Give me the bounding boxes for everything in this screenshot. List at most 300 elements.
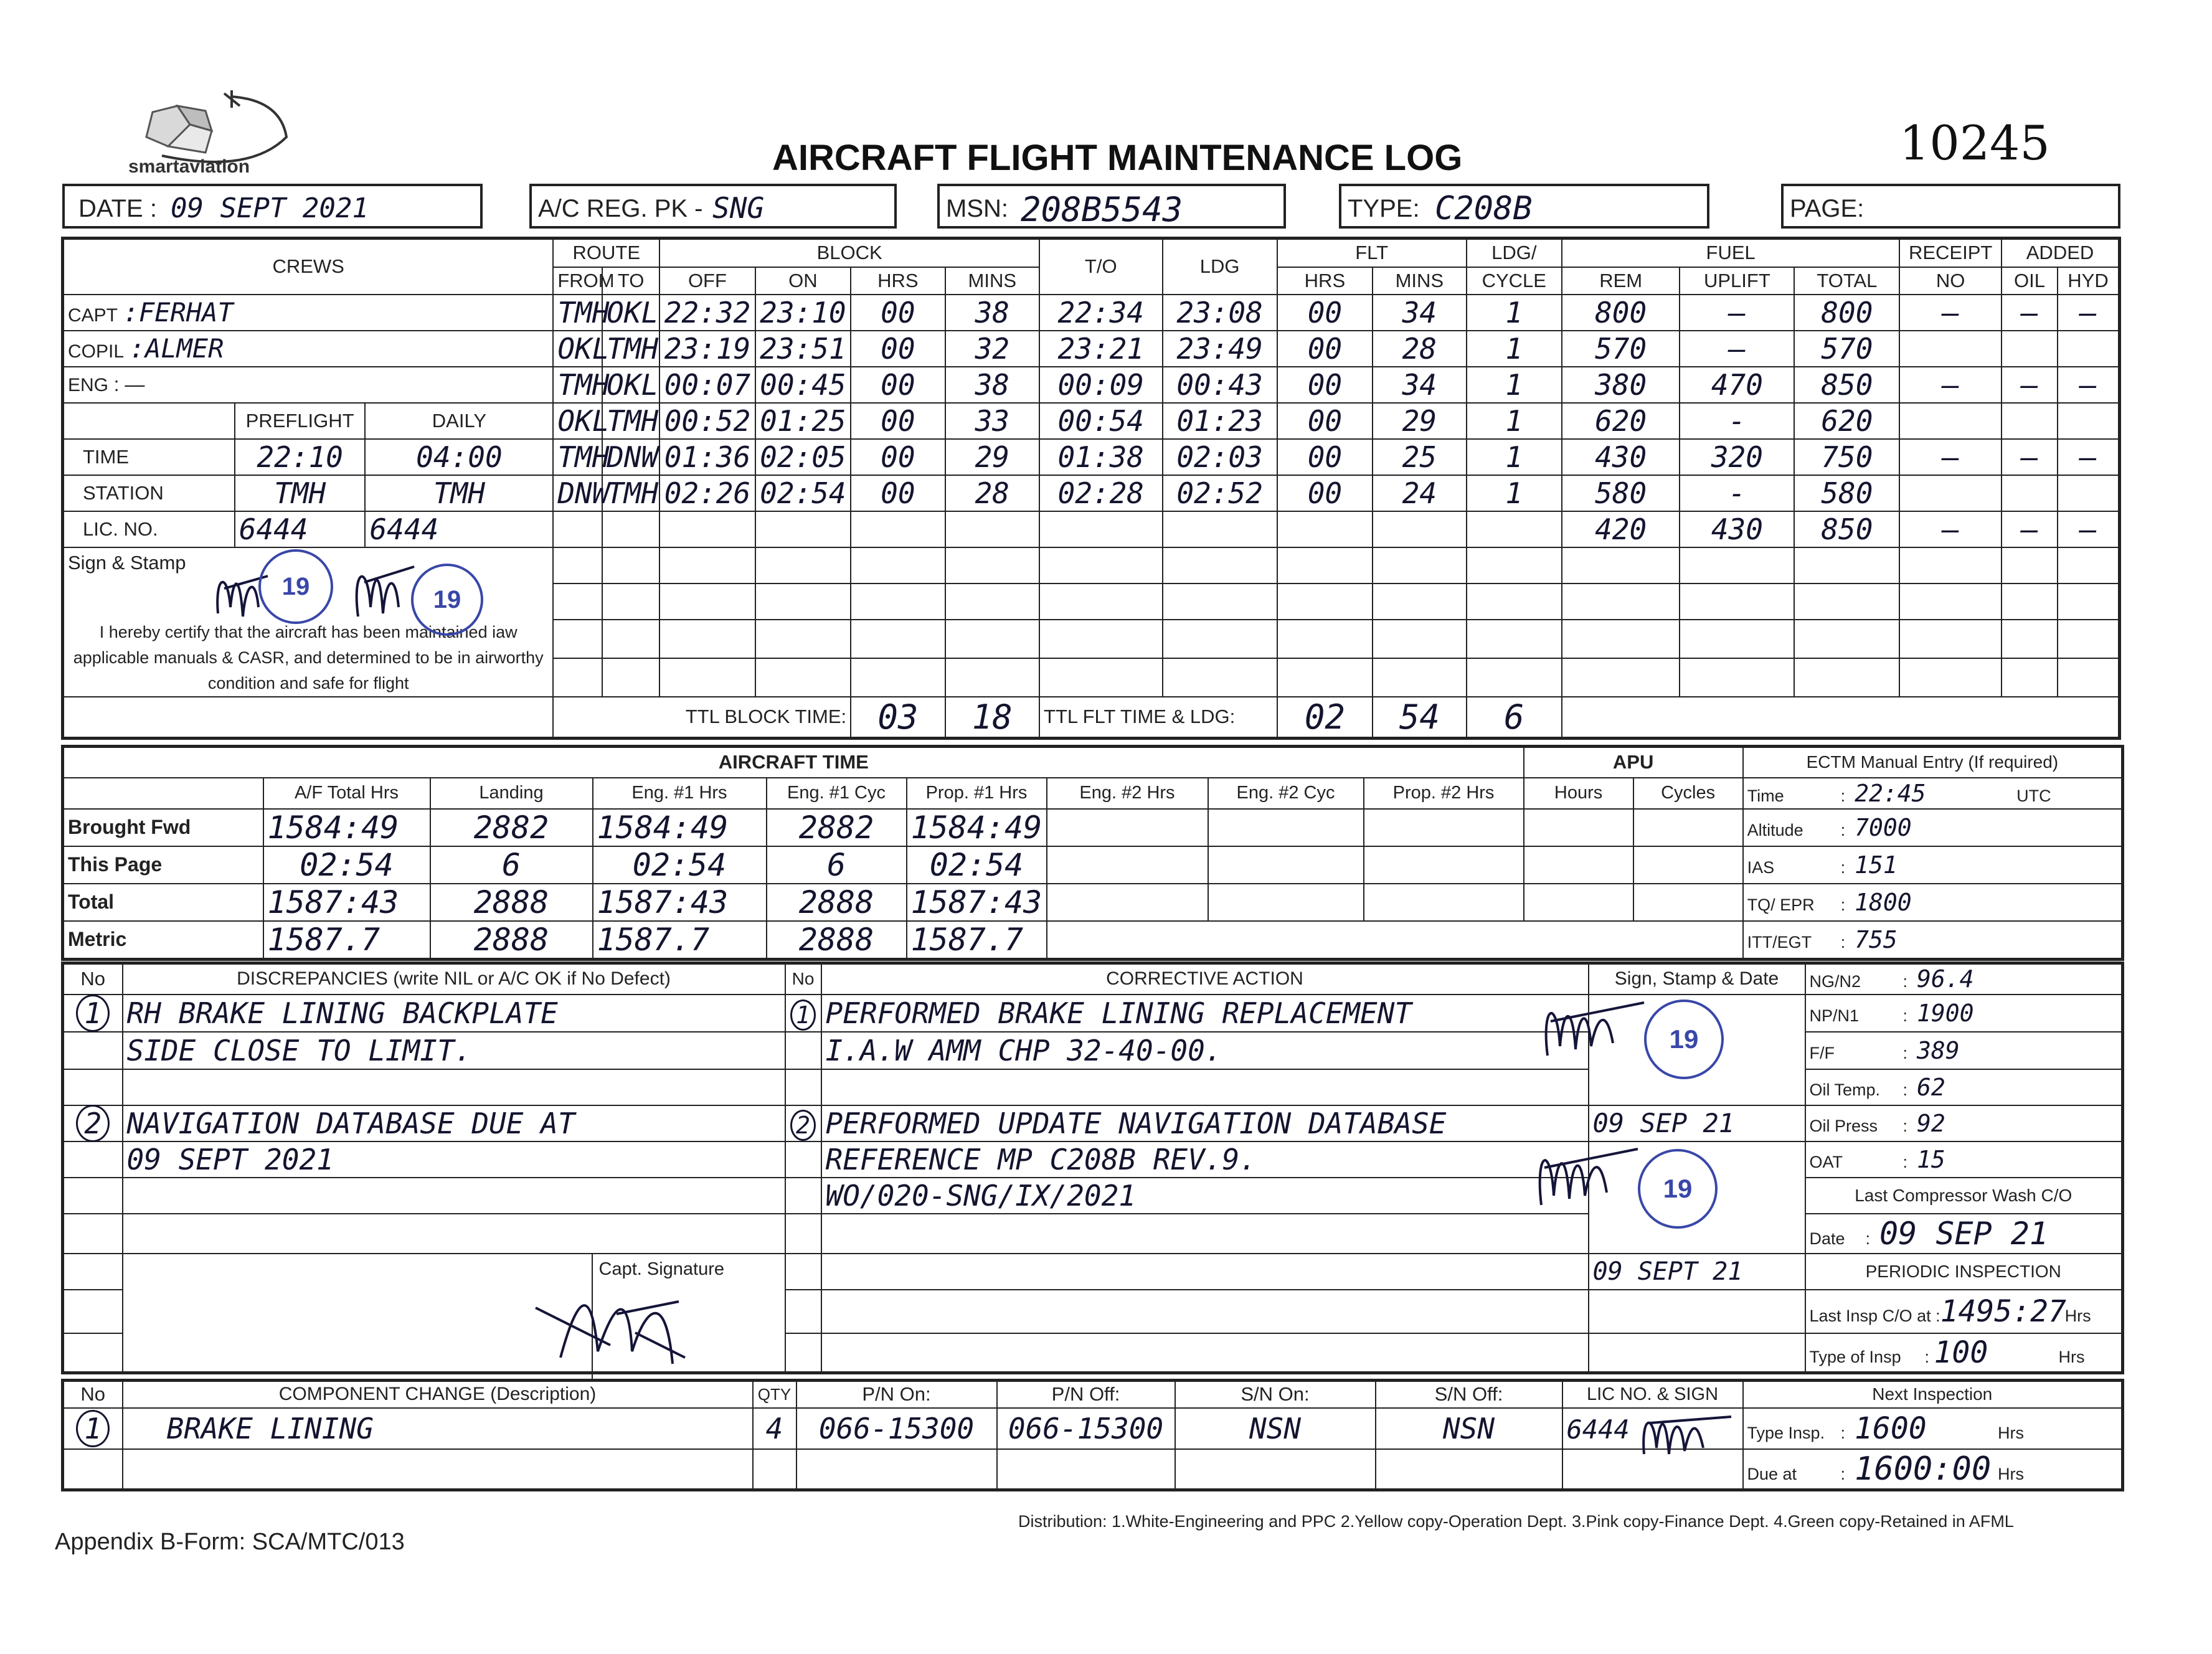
component-no-header: No — [63, 1381, 123, 1408]
fuel-rem: 420 — [1562, 511, 1680, 547]
stamp-number: 19 — [281, 572, 310, 600]
fuel-total: 620 — [1794, 403, 1899, 439]
prop1-hrs: 1587:43 — [907, 884, 1047, 921]
af-total-hrs: 1587.7 — [263, 921, 430, 960]
ttl-block-mins: 18 — [945, 697, 1039, 739]
sign-stamp-label: Sign & Stamp — [63, 547, 235, 584]
registration-box — [529, 184, 897, 229]
ectm-value: 7000 — [1855, 813, 1912, 841]
ectm-row — [1743, 809, 2123, 846]
logo — [125, 87, 299, 181]
compressor-date-row — [1805, 1214, 2123, 1254]
ectm-colon: : — [1840, 786, 1855, 805]
block-on: 02:54 — [755, 475, 851, 511]
fuel-header: FUEL — [1562, 239, 1899, 267]
captain-signature — [523, 1270, 710, 1376]
aircraft-time-row-label: Metric — [63, 921, 263, 960]
discrepancy-number: 1 — [76, 995, 110, 1032]
discrepancy-2-signature — [1532, 1137, 1657, 1217]
fuel-total: 850 — [1794, 367, 1899, 403]
ttl-block-label: TTL BLOCK TIME: — [553, 697, 851, 739]
prop1-hrs: 1584:49 — [907, 809, 1047, 846]
action-text: WO/020-SNG/IX/2021 — [821, 1178, 1589, 1214]
block-hrs: 00 — [851, 439, 945, 475]
time-preflight: 22:10 — [235, 439, 366, 475]
sign-date: 09 SEP 21 — [1589, 1105, 1805, 1141]
fuel-rem: 380 — [1562, 367, 1680, 403]
discrepancy-row — [63, 1069, 2123, 1105]
route-from: DNW — [553, 475, 602, 511]
block-off — [659, 511, 755, 547]
route-from — [553, 511, 602, 547]
flt-hrs: 00 — [1277, 403, 1373, 439]
ttl-flt-hrs: 02 — [1277, 697, 1373, 739]
off-header: OFF — [659, 267, 755, 295]
hyd-added: — — [2058, 367, 2119, 403]
flt-mins: 29 — [1373, 403, 1466, 439]
af-total-hrs: 02:54 — [263, 846, 430, 884]
component-description-header: COMPONENT CHANGE (Description) — [123, 1381, 753, 1408]
route-to: OKL — [602, 295, 659, 331]
ectm-colon: : — [1840, 895, 1855, 914]
block-on — [755, 511, 851, 547]
action-no — [785, 1105, 821, 1141]
takeoff-time: 00:09 — [1039, 367, 1162, 403]
block-mins: 29 — [945, 439, 1039, 475]
crew-blank-cell — [63, 403, 235, 439]
component-number: 1 — [76, 1410, 110, 1447]
receipt-no: — — [1899, 439, 2002, 475]
eng-value: : — — [113, 373, 145, 395]
totals-row — [63, 697, 2120, 739]
eng2-cyc-header: Eng. #2 Cyc — [1208, 778, 1364, 809]
distribution-note: Distribution: 1.White-Engineering and PPC 2.Yellow copy-Operation Dept. 3.Pink copy-Finance Dept. 4.Green copy-Retained in AFML — [1018, 1512, 2014, 1531]
block-off: 00:52 — [659, 403, 755, 439]
type-insp-value: 100 — [1934, 1335, 1988, 1370]
discrepancy-text: RH BRAKE LINING BACKPLATE — [123, 995, 785, 1032]
route-to: TMH — [602, 403, 659, 439]
ectm-row — [1805, 963, 2123, 995]
flt-mins: 34 — [1373, 295, 1466, 331]
oil-added: — — [2002, 367, 2058, 403]
prop2-hrs-header: Prop. #2 Hrs — [1364, 778, 1524, 809]
ectm-label: IAS — [1747, 858, 1775, 877]
fuel-total-header: TOTAL — [1794, 267, 1899, 295]
next-type-label: Type Insp. — [1747, 1423, 1825, 1442]
table-row — [63, 884, 2123, 921]
due-at-row — [1743, 1449, 2123, 1490]
ldg-cycle: 1 — [1467, 331, 1562, 367]
hrs-unit: Hrs — [2058, 1347, 2085, 1366]
page-title: AIRCRAFT FLIGHT MAINTENANCE LOG — [772, 138, 1463, 178]
station-daily: TMH — [365, 475, 553, 511]
takeoff-time: 22:34 — [1039, 295, 1162, 331]
ectm-label: Time — [1747, 786, 1784, 805]
appendix-label: Appendix B-Form: SCA/MTC/013 — [55, 1529, 405, 1555]
block-header: BLOCK — [659, 239, 1039, 267]
last-insp-colon: : — [1931, 1306, 1940, 1325]
hrs-unit: Hrs — [2064, 1306, 2091, 1325]
flt-mins: 24 — [1373, 475, 1466, 511]
ectm-colon: : — [1902, 972, 1917, 991]
uplift-header: UPLIFT — [1680, 267, 1794, 295]
qty-header: QTY — [753, 1381, 796, 1408]
eng1-cyc: 2882 — [767, 809, 907, 846]
discrepancy-row — [63, 1254, 2123, 1290]
ldg-cycle: 1 — [1467, 403, 1562, 439]
totals-blank — [1562, 697, 2119, 739]
apu-title: APU — [1524, 747, 1743, 778]
pn-on-header: P/N On: — [796, 1381, 997, 1408]
ectm-row — [1743, 921, 2123, 960]
landing-count: 2888 — [430, 921, 593, 960]
msn-box — [937, 184, 1286, 229]
type-insp-row — [1805, 1333, 2123, 1373]
landing-count: 2888 — [430, 884, 593, 921]
discrepancy-no — [63, 995, 123, 1032]
oil-added — [2002, 403, 2058, 439]
action-no — [785, 995, 821, 1032]
flight-table — [61, 237, 2121, 740]
ectm-value: 92 — [1917, 1109, 1945, 1137]
ectm-row — [1743, 846, 2123, 884]
aircraft-time-row-label: Brought Fwd — [63, 809, 263, 846]
table-row — [63, 511, 2120, 547]
registration-label: A/C REG. PK - — [538, 195, 703, 222]
ectm-colon: : — [1902, 1152, 1917, 1171]
takeoff-time: 00:54 — [1039, 403, 1162, 439]
route-to: OKL — [602, 367, 659, 403]
compressor-wash-title: Last Compressor Wash C/O — [1805, 1178, 2123, 1214]
ectm-row — [1743, 778, 2123, 809]
ectm-value: 389 — [1917, 1036, 1960, 1064]
ectm-colon: : — [1902, 1006, 1917, 1025]
component-change-table — [61, 1379, 2124, 1491]
aircraft-time-table — [61, 745, 2124, 961]
takeoff-time: 02:28 — [1039, 475, 1162, 511]
component-row — [63, 1449, 2123, 1490]
flt-mins-header: MINS — [1373, 267, 1466, 295]
action-text: PERFORMED BRAKE LINING REPLACEMENT — [821, 995, 1589, 1032]
capt-label: CAPT — [68, 305, 118, 326]
flt-hrs — [1277, 511, 1373, 547]
ectm-value: 1800 — [1855, 888, 1912, 916]
eng1-hrs: 1587:43 — [593, 884, 767, 921]
stamp-number: 19 — [1669, 1024, 1699, 1054]
eng1-cyc: 2888 — [767, 921, 907, 960]
eng-cell — [63, 367, 554, 403]
copil-cell — [63, 331, 554, 367]
next-inspection-title: Next Inspection — [1743, 1381, 2123, 1408]
discrepancy-row — [63, 1214, 2123, 1254]
capt-signature-label: Capt. Signature — [598, 1259, 725, 1279]
flt-hrs: 00 — [1277, 367, 1373, 403]
af-total-hrs: 1587:43 — [263, 884, 430, 921]
fuel-uplift: 430 — [1680, 511, 1794, 547]
date-label: DATE : — [78, 195, 157, 222]
capt-cell — [63, 295, 554, 331]
ectm-label: NP/N1 — [1809, 1006, 1860, 1025]
af-total-hrs: 1584:49 — [263, 809, 430, 846]
discrepancy-row — [63, 1032, 2123, 1069]
receipt-no — [1899, 331, 2002, 367]
type-box — [1339, 184, 1709, 229]
ectm-value: 1900 — [1917, 999, 1974, 1027]
ectm-label: F/F — [1809, 1043, 1835, 1062]
route-to: TMH — [602, 331, 659, 367]
flt-mins: 34 — [1373, 367, 1466, 403]
table-row — [63, 809, 2123, 846]
flt-hrs: 00 — [1277, 331, 1373, 367]
msn-label: MSN: — [946, 195, 1008, 222]
aircraft-time-blank — [63, 778, 263, 809]
periodic-inspection-title: PERIODIC INSPECTION — [1805, 1254, 2123, 1290]
msn-value: 208B5543 — [1021, 190, 1183, 229]
landing-header: LDG — [1163, 239, 1277, 295]
oil-added: — — [2002, 439, 2058, 475]
aircraft-time-blank — [1047, 921, 1743, 960]
route-to — [602, 511, 659, 547]
form-serial-number: 10245 — [1899, 115, 2050, 171]
stamp-number: 19 — [433, 585, 461, 613]
receipt-no: — — [1899, 511, 2002, 547]
logo-text: smartaviation — [128, 156, 250, 177]
ectm-colon: : — [1840, 932, 1855, 952]
ectm-value: 22:45 — [1855, 779, 1926, 807]
type-value: C208B — [1435, 190, 1533, 227]
discrepancy-number: 2 — [76, 1105, 110, 1142]
ectm-label: ITT/EGT — [1747, 932, 1812, 952]
flt-hrs-header: HRS — [1277, 267, 1373, 295]
copil-label: COPIL — [68, 341, 125, 362]
discrepancy-row — [63, 1178, 2123, 1214]
ldg-cycle-header-bottom: CYCLE — [1467, 267, 1562, 295]
fuel-rem: 800 — [1562, 295, 1680, 331]
fuel-total: 570 — [1794, 331, 1899, 367]
fuel-uplift: - — [1680, 403, 1794, 439]
takeoff-header: T/O — [1039, 239, 1162, 295]
daily-header: DAILY — [365, 403, 553, 439]
fuel-total: 800 — [1794, 295, 1899, 331]
fuel-total: 750 — [1794, 439, 1899, 475]
prop1-hrs: 02:54 — [907, 846, 1047, 884]
from-header: FROM — [553, 267, 602, 295]
discrepancy-text: NAVIGATION DATABASE DUE AT — [123, 1105, 785, 1141]
eng1-hrs: 1584:49 — [593, 809, 767, 846]
flt-hrs: 00 — [1277, 475, 1373, 511]
block-mins: 28 — [945, 475, 1039, 511]
block-hrs: 00 — [851, 295, 945, 331]
logo-mark-icon — [125, 87, 299, 162]
due-at-value: 1600:00 — [1855, 1450, 1992, 1488]
time-daily: 04:00 — [365, 439, 553, 475]
table-row — [63, 921, 2123, 960]
receipt-no-header: NO — [1899, 267, 2002, 295]
fuel-total: 580 — [1794, 475, 1899, 511]
table-row — [63, 846, 2123, 884]
capt-value: :FERHAT — [123, 297, 234, 328]
landing-time: 01:23 — [1163, 403, 1277, 439]
station-label: STATION — [63, 475, 235, 511]
next-type-row — [1743, 1408, 2123, 1449]
route-from: OKL — [553, 331, 602, 367]
time-label: TIME — [63, 439, 235, 475]
due-at-colon: : — [1840, 1464, 1855, 1483]
block-mins: 38 — [945, 295, 1039, 331]
receipt-no: — — [1899, 367, 2002, 403]
action-text: PERFORMED UPDATE NAVIGATION DATABASE — [821, 1105, 1589, 1141]
pn-off-header: P/N Off: — [997, 1381, 1175, 1408]
block-on: 23:51 — [755, 331, 851, 367]
ectm-label: Oil Press — [1809, 1116, 1878, 1135]
ttl-flt-mins: 54 — [1373, 697, 1466, 739]
fuel-rem: 430 — [1562, 439, 1680, 475]
ectm-value: 15 — [1917, 1145, 1945, 1173]
lic-sign-header: LIC NO. & SIGN — [1562, 1381, 1743, 1408]
table-row — [63, 475, 2120, 511]
ldg-cycle: 1 — [1467, 367, 1562, 403]
route-from: TMH — [553, 439, 602, 475]
aircraft-time-row-label: This Page — [63, 846, 263, 884]
flt-header: FLT — [1277, 239, 1467, 267]
ectm-label: OAT — [1809, 1152, 1843, 1171]
landing-time — [1163, 511, 1277, 547]
discrepancy-1-signature — [1538, 990, 1663, 1065]
block-hrs: 00 — [851, 475, 945, 511]
block-hrs: 00 — [851, 367, 945, 403]
fuel-uplift: — — [1680, 295, 1794, 331]
discrepancy-no-header: No — [63, 963, 123, 995]
eng1-cyc: 2888 — [767, 884, 907, 921]
component-no — [63, 1408, 123, 1449]
discrepancy-text: 09 SEPT 2021 — [123, 1141, 785, 1178]
takeoff-time: 01:38 — [1039, 439, 1162, 475]
station-preflight: TMH — [235, 475, 366, 511]
block-off: 23:19 — [659, 331, 755, 367]
ectm-label: Oil Temp. — [1809, 1080, 1881, 1099]
on-header: ON — [755, 267, 851, 295]
component-row — [63, 1408, 2123, 1449]
block-hrs-header: HRS — [851, 267, 945, 295]
date-value: 09 SEPT 2021 — [171, 192, 369, 224]
fuel-uplift: - — [1680, 475, 1794, 511]
eng1-cyc-header: Eng. #1 Cyc — [767, 778, 907, 809]
landing-count: 6 — [430, 846, 593, 884]
fuel-rem: 570 — [1562, 331, 1680, 367]
oil-added: — — [2002, 295, 2058, 331]
ldg-cycle: 1 — [1467, 439, 1562, 475]
eng1-hrs: 1587.7 — [593, 921, 767, 960]
ectm-label: Altitude — [1747, 820, 1803, 839]
component-sn-on: NSN — [1175, 1408, 1376, 1449]
block-off: 00:07 — [659, 367, 755, 403]
sign-stamp-date-header: Sign, Stamp & Date — [1589, 963, 1805, 995]
last-insp-row — [1805, 1290, 2123, 1333]
fuel-total: 850 — [1794, 511, 1899, 547]
block-hrs: 00 — [851, 331, 945, 367]
ttl-flt-label: TTL FLT TIME & LDG: — [1039, 697, 1277, 739]
hyd-added — [2058, 475, 2119, 511]
route-from: TMH — [553, 295, 602, 331]
receipt-no — [1899, 403, 2002, 439]
takeoff-time: 23:21 — [1039, 331, 1162, 367]
fuel-uplift: 320 — [1680, 439, 1794, 475]
ldg-cycle: 1 — [1467, 295, 1562, 331]
sn-on-header: S/N On: — [1175, 1381, 1376, 1408]
component-lic-signature — [1638, 1404, 1750, 1460]
flt-mins: 25 — [1373, 439, 1466, 475]
compressor-date-value: 09 SEP 21 — [1879, 1215, 2048, 1252]
aircraft-time-title: AIRCRAFT TIME — [63, 747, 1524, 778]
oil-header: OIL — [2002, 267, 2058, 295]
landing-count: 2882 — [430, 809, 593, 846]
sn-off-header: S/N Off: — [1376, 1381, 1562, 1408]
component-description: BRAKE LINING — [123, 1408, 753, 1449]
landing-time: 02:03 — [1163, 439, 1277, 475]
component-pn-on: 066-15300 — [796, 1408, 997, 1449]
eng-label: ENG — [68, 375, 109, 395]
af-total-hrs-header: A/F Total Hrs — [263, 778, 430, 809]
hyd-added: — — [2058, 439, 2119, 475]
fuel-rem: 580 — [1562, 475, 1680, 511]
eng1-cyc: 6 — [767, 846, 907, 884]
copil-value: :ALMER — [129, 333, 224, 364]
action-text: I.A.W AMM CHP 32-40-00. — [821, 1032, 1589, 1069]
flt-hrs: 00 — [1277, 295, 1373, 331]
lic-preflight: 6444 — [235, 511, 366, 547]
crew-stamp-preflight — [258, 549, 333, 624]
eng2-hrs-header: Eng. #2 Hrs — [1047, 778, 1208, 809]
page-label: PAGE: — [1790, 195, 1865, 222]
component-sn-off: NSN — [1376, 1408, 1562, 1449]
compressor-colon: : — [1865, 1229, 1880, 1248]
ldg-cycle-header-top: LDG/ — [1467, 239, 1562, 267]
ectm-unit: UTC — [2016, 786, 2051, 805]
route-from: OKL — [553, 403, 602, 439]
stamp-number: 19 — [1663, 1174, 1693, 1203]
component-lic-number: 6444 — [1566, 1414, 1630, 1445]
ectm-value: 96.4 — [1917, 965, 1974, 993]
table-row — [63, 331, 2120, 367]
discrepancy-1-stamp — [1644, 999, 1724, 1079]
ectm-row — [1743, 884, 2123, 921]
ectm-row — [1805, 1141, 2123, 1178]
block-hrs: 00 — [851, 403, 945, 439]
oil-added: — — [2002, 511, 2058, 547]
next-type-colon: : — [1840, 1423, 1855, 1442]
receipt-no: — — [1899, 295, 2002, 331]
ectm-title: ECTM Manual Entry (If required) — [1743, 747, 2123, 778]
component-qty: 4 — [753, 1408, 796, 1449]
added-header: ADDED — [2002, 239, 2119, 267]
ectm-row — [1805, 1069, 2123, 1105]
sign-date: 09 SEPT 21 — [1589, 1254, 1805, 1290]
fuel-uplift: — — [1680, 331, 1794, 367]
discrepancy-row — [63, 995, 2123, 1032]
corrective-action-header: CORRECTIVE ACTION — [821, 963, 1589, 995]
route-header: ROUTE — [553, 239, 659, 267]
last-insp-value: 1495:27 — [1940, 1293, 2066, 1329]
action-number: 1 — [790, 999, 816, 1031]
discrepancies-table — [61, 962, 2124, 1374]
block-mins: 33 — [945, 403, 1039, 439]
type-label: TYPE: — [1348, 195, 1420, 222]
hyd-added — [2058, 331, 2119, 367]
apu-cycles-header: Cycles — [1633, 778, 1743, 809]
aircraft-time-row-label: Total — [63, 884, 263, 921]
discrepancy-row — [63, 1105, 2123, 1141]
type-insp-label: Type of Insp — [1809, 1347, 1901, 1366]
